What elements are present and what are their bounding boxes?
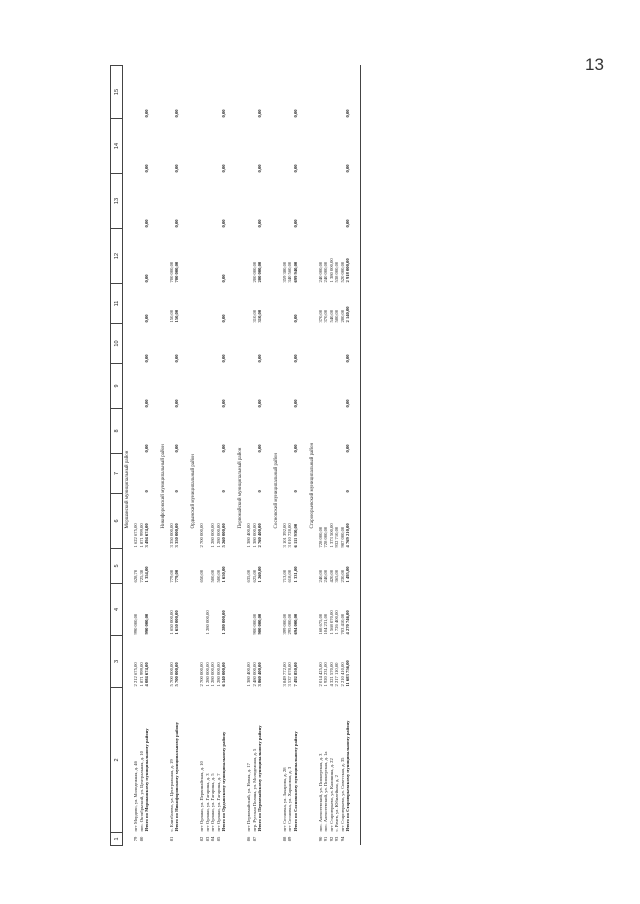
cell-col-3: 3 849 772,00 bbox=[281, 662, 287, 687]
column-header-11: 11 bbox=[111, 284, 123, 324]
cell-col-1: 93 bbox=[334, 836, 340, 842]
cell-col-5: 500,00 bbox=[210, 569, 216, 583]
cell-col-15: 0,00 bbox=[257, 109, 263, 118]
cell-col-8: 0,00 bbox=[221, 444, 227, 453]
section-spacer-cell bbox=[180, 66, 189, 846]
cell-col-2: пгт Орлаки, ул. Гагарина, д. 5 bbox=[210, 773, 216, 832]
column-header-row bbox=[111, 66, 123, 846]
section-spacer bbox=[351, 66, 361, 846]
cell-col-1: 87 bbox=[251, 836, 257, 842]
district-heading-row bbox=[272, 66, 282, 846]
cell-col-11: 0,00 bbox=[221, 314, 227, 323]
cell-col-1: 81 bbox=[168, 836, 174, 842]
cell-col-12: 359 380,00 bbox=[281, 261, 287, 283]
cell-col-11: 310,00 bbox=[251, 309, 257, 323]
cell-col-6: 6 111 930,00 bbox=[292, 523, 298, 548]
cell-col-1: 84 bbox=[210, 836, 216, 842]
cell-col-11: 310,00 bbox=[257, 309, 263, 323]
district-title: Ордынский муниципальный район bbox=[190, 454, 196, 529]
section-spacer-cell bbox=[227, 66, 236, 846]
cell-col-5: 230,00 bbox=[339, 569, 345, 583]
cell-col-2: с. Рачев, ул. Юбилейная, д. 2 bbox=[334, 775, 340, 832]
cell-col-4: 990 000,00 bbox=[144, 613, 150, 635]
cell-col-8: 0,00 bbox=[174, 444, 180, 453]
cell-col-5: 500,00 bbox=[215, 569, 221, 583]
cell-col-6: 2 760 400,00 bbox=[257, 523, 263, 548]
cell-col-6: 3 350 000,00 bbox=[168, 523, 174, 548]
cell-col-3: 7 492 850,00 bbox=[292, 662, 298, 687]
district-heading-spacer bbox=[189, 549, 199, 846]
cell-col-10: 0,00 bbox=[345, 354, 351, 363]
cell-col-1: 91 bbox=[323, 836, 329, 842]
section-spacer-cell bbox=[263, 66, 272, 846]
cell-col-1: 88 bbox=[281, 836, 287, 842]
cell-col-8: 0,00 bbox=[257, 444, 263, 453]
cell-col-4: 399 000,00 bbox=[281, 613, 287, 635]
district-heading-row bbox=[159, 66, 169, 846]
cell-col-10: 0,00 bbox=[174, 354, 180, 363]
cell-col-8: 0,00 bbox=[144, 444, 150, 453]
cell-col-12: 200 000,00 bbox=[257, 261, 263, 283]
section-spacer bbox=[150, 66, 159, 846]
section-spacer-cell bbox=[351, 66, 361, 846]
cell-col-4: 168 675,00 bbox=[317, 613, 323, 635]
cell-col-6: 1 622 675,00 bbox=[133, 523, 138, 548]
cell-col-3: 2 700 000,00 bbox=[198, 662, 204, 687]
cell-col-4: 1 280 000,00 bbox=[221, 610, 227, 635]
cell-col-5: 628,70 bbox=[133, 569, 138, 583]
district-heading-row bbox=[123, 66, 134, 846]
cell-col-14: 0,00 bbox=[292, 164, 298, 173]
cell-col-6: 3 494 674,00 bbox=[144, 523, 150, 548]
cell-col-2: пгт Сосновка, ул. Захарова, д. 28 bbox=[281, 767, 287, 832]
district-heading-row bbox=[308, 66, 318, 846]
cell-col-3: 1 280 000,00 bbox=[204, 662, 210, 687]
cell-col-6: 5 260 000,00 bbox=[221, 523, 227, 548]
section-spacer-cell bbox=[150, 66, 159, 846]
cell-col-12: 520 000,00 bbox=[339, 261, 345, 283]
cell-col-6: 4 769 210,00 bbox=[345, 523, 351, 548]
cell-col-6: 3 350 000,00 bbox=[174, 523, 180, 548]
cell-col-13: 0,00 bbox=[345, 219, 351, 228]
cell-col-3: 2 210 410,00 bbox=[339, 662, 345, 687]
district-title: Сосновский муниципальный район bbox=[273, 452, 279, 529]
cell-col-13: 0,00 bbox=[144, 219, 150, 228]
section-spacer bbox=[299, 66, 308, 846]
cell-col-3: 1 920 231,00 bbox=[323, 662, 329, 687]
cell-col-4: 990 000,00 bbox=[133, 613, 138, 635]
cell-col-3: 4 321 570,00 bbox=[328, 662, 334, 687]
cell-col-7: 0 bbox=[292, 490, 298, 493]
cell-col-9: 0,00 bbox=[144, 399, 150, 408]
cell-col-11: 2 140,00 bbox=[345, 306, 351, 323]
cell-col-1: 89 bbox=[287, 836, 293, 842]
cell-col-12: 240 000,00 bbox=[317, 261, 323, 283]
cell-col-5: 365,00 bbox=[334, 569, 340, 583]
cell-col-1: 94 bbox=[339, 836, 345, 842]
district-heading-spacer bbox=[272, 549, 282, 846]
cell-col-3: 1 380 400,00 bbox=[245, 662, 251, 687]
cell-col-11: 370,00 bbox=[317, 309, 323, 323]
district-heading-row bbox=[189, 66, 199, 846]
district-title: Староюрьевский муниципальный район bbox=[309, 442, 315, 529]
cell-col-3: 4 084 674,00 bbox=[144, 662, 150, 687]
cell-col-12: 240 000,00 bbox=[323, 261, 329, 283]
cell-col-1: 79 bbox=[133, 836, 138, 842]
cell-col-8: 0,00 bbox=[292, 444, 298, 453]
cell-col-14: 0,00 bbox=[257, 164, 263, 173]
cell-col-6: 3 010 728,00 bbox=[287, 523, 293, 548]
district-title: Моршанский муниципальный район bbox=[125, 450, 130, 529]
data-table bbox=[110, 65, 361, 846]
cell-col-5: 625,00 bbox=[251, 569, 257, 583]
cell-col-1: 92 bbox=[328, 836, 334, 842]
cell-col-14: 0,00 bbox=[174, 164, 180, 173]
section-spacer bbox=[180, 66, 189, 846]
cell-col-5: 240,00 bbox=[323, 569, 329, 583]
cell-col-12: 699 940,00 bbox=[292, 261, 298, 283]
cell-col-2: пгт Первомайский, ул. Новая, д. 17 bbox=[245, 763, 251, 832]
cell-col-1: 80 bbox=[138, 836, 144, 842]
cell-col-4: 1 650 000,00 bbox=[174, 610, 180, 635]
cell-col-5: 713,00 bbox=[281, 569, 287, 583]
cell-col-9: 0,00 bbox=[257, 399, 263, 408]
cell-col-6: 987 000,00 bbox=[339, 526, 345, 548]
rotated-table-container bbox=[110, 66, 580, 846]
cell-col-5: 725,30 bbox=[138, 569, 144, 583]
cell-col-10: 0,00 bbox=[292, 354, 298, 363]
cell-col-5: 1 260,00 bbox=[257, 566, 263, 583]
cell-col-15: 0,00 bbox=[221, 109, 227, 118]
cell-col-6: 1 373 500,00 bbox=[328, 523, 334, 548]
cell-col-13: 0,00 bbox=[257, 219, 263, 228]
cell-col-5: 650,00 bbox=[198, 569, 204, 583]
cell-col-3: 5 700 000,00 bbox=[174, 662, 180, 687]
cell-col-5: 618,00 bbox=[287, 569, 293, 583]
cell-col-11: 280,00 bbox=[339, 309, 345, 323]
column-header-15: 15 bbox=[111, 66, 123, 119]
cell-col-2: Итого по Староюрьевскому муниципальному району bbox=[345, 720, 351, 832]
cell-col-6: 728 000,00 bbox=[323, 526, 329, 548]
cell-col-3: 2 480 000,00 bbox=[251, 662, 257, 687]
cell-col-6: 1 380 000,00 bbox=[251, 523, 257, 548]
cell-col-11: 370,00 bbox=[323, 309, 329, 323]
column-header-14: 14 bbox=[111, 119, 123, 174]
section-spacer bbox=[263, 66, 272, 846]
column-header-8: 8 bbox=[111, 409, 123, 454]
column-header-9: 9 bbox=[111, 364, 123, 409]
cell-col-12: 340 560,00 bbox=[287, 261, 293, 283]
cell-col-12: 700 000,00 bbox=[174, 261, 180, 283]
section-spacer-cell bbox=[299, 66, 308, 846]
cell-col-7: 0 bbox=[257, 490, 263, 493]
cell-col-4: 4 270 746,00 bbox=[345, 610, 351, 635]
cell-col-12: 700 000,00 bbox=[168, 261, 174, 283]
cell-col-3: 6 540 000,00 bbox=[221, 662, 227, 687]
cell-col-12: 1 380 000,00 bbox=[328, 258, 334, 283]
cell-col-5: 635,00 bbox=[245, 569, 251, 583]
cell-col-12: 0,00 bbox=[144, 274, 150, 283]
cell-col-12: 2 918 000,00 bbox=[345, 258, 351, 283]
cell-col-7: 0 bbox=[174, 490, 180, 493]
cell-col-14: 0,00 bbox=[345, 164, 351, 173]
cell-col-1: 86 bbox=[245, 836, 251, 842]
cell-col-5: 779,00 bbox=[168, 569, 174, 583]
cell-col-4: 900 000,00 bbox=[257, 613, 263, 635]
cell-col-5: 1 354,00 bbox=[144, 566, 150, 583]
cell-col-2: пгт Сосновка, ул. Харьковая, д. 3 bbox=[287, 766, 293, 832]
cell-col-15: 0,00 bbox=[292, 109, 298, 118]
cell-col-7: 0 bbox=[345, 490, 351, 493]
cell-col-7: 0 bbox=[144, 490, 150, 493]
cell-col-1: 83 bbox=[204, 836, 210, 842]
cell-col-6: 1 280 000,00 bbox=[215, 523, 221, 548]
cell-col-6: 3 101 392,00 bbox=[281, 523, 287, 548]
column-header-1: 1 bbox=[111, 833, 123, 846]
cell-col-2: пос. Алексеевский, ул. Пионерская, д. 3 bbox=[317, 753, 323, 832]
cell-col-2: Итого по Первомайскому муниципальному району bbox=[257, 725, 263, 832]
cell-col-2: пос. Алексеевский, ул. Пионерская, д. 1а bbox=[323, 751, 329, 832]
cell-col-2: пгт Староюрьево, ул. Калинина, д. 22 bbox=[328, 758, 334, 832]
cell-col-1: 85 bbox=[215, 836, 221, 842]
column-header-4: 4 bbox=[111, 584, 123, 636]
cell-col-4: 1 280 000,00 bbox=[204, 610, 210, 635]
column-header-6: 6 bbox=[111, 494, 123, 549]
cell-col-4: 1 726 400,00 bbox=[334, 610, 340, 635]
cell-col-3: 3 860 400,00 bbox=[257, 662, 263, 687]
cell-col-2: пгр. Русская Поляна, ул. Молодежная, д. 5 bbox=[251, 748, 257, 832]
cell-col-9: 0,00 bbox=[345, 399, 351, 408]
cell-col-12: 538 000,00 bbox=[334, 261, 340, 283]
cell-col-6: 932 710,00 bbox=[334, 526, 340, 548]
cell-col-2: с. Елизбазево, ул. Центральная, д. 19 bbox=[168, 759, 174, 832]
cell-col-5: 240,00 bbox=[317, 569, 323, 583]
district-heading-spacer bbox=[159, 549, 169, 846]
cell-col-9: 0,00 bbox=[292, 399, 298, 408]
cell-col-1: 82 bbox=[198, 836, 204, 842]
column-header-7: 7 bbox=[111, 454, 123, 494]
cell-col-13: 0,00 bbox=[221, 219, 227, 228]
cell-col-10: 0,00 bbox=[144, 354, 150, 363]
cell-col-14: 0,00 bbox=[221, 164, 227, 173]
cell-col-3: 11 683 756,00 bbox=[345, 660, 351, 687]
cell-col-2: пгт Орлаки, ул. Гагарина, д. 3 bbox=[204, 773, 210, 832]
cell-col-2: пгт Орлаки, ул. Гагарина, д. 7 bbox=[215, 773, 221, 832]
cell-col-8: 0,00 bbox=[345, 444, 351, 453]
cell-col-9: 0,00 bbox=[174, 399, 180, 408]
cell-col-2: пос. Октябрьский, ул. Центральная, д. 10 bbox=[138, 751, 144, 832]
cell-col-4: 295 000,00 bbox=[287, 613, 293, 635]
cell-col-3: 2 217 110,00 bbox=[334, 662, 340, 687]
cell-col-4: 104 231,00 bbox=[323, 613, 329, 635]
cell-col-1: 90 bbox=[317, 836, 323, 842]
column-header-3: 3 bbox=[111, 636, 123, 688]
cell-col-2: Итого по Ордынскому муниципальному району bbox=[221, 731, 227, 832]
cell-col-15: 0,00 bbox=[174, 109, 180, 118]
cell-col-2: Итого по Никифоровскому муниципальному району bbox=[174, 722, 180, 832]
district-title: Первомайский муниципальный район bbox=[237, 447, 243, 529]
cell-col-2: пгт Мордово, ул. Молодежная, д. 46 bbox=[133, 761, 138, 832]
cell-col-7: 0 bbox=[221, 490, 227, 493]
cell-col-4: 703 410,00 bbox=[339, 613, 345, 635]
cell-col-2: пгт Староюрьево, ул. Советская, д. 35 bbox=[339, 757, 345, 832]
cell-col-2: Итого по Сосновскому муниципальному району bbox=[292, 731, 298, 832]
district-heading-spacer bbox=[123, 549, 134, 846]
column-header-5: 5 bbox=[111, 549, 123, 584]
district-title: Никифоровский муниципальный район bbox=[160, 444, 166, 529]
cell-col-6: 728 000,00 bbox=[317, 526, 323, 548]
cell-col-3: 2 014 425,00 bbox=[317, 662, 323, 687]
cell-col-11: 580,00 bbox=[334, 309, 340, 323]
cell-col-4: 694 000,00 bbox=[292, 613, 298, 635]
district-heading-spacer bbox=[308, 549, 318, 846]
cell-col-11: 0,00 bbox=[144, 314, 150, 323]
cell-col-3: 2 212 675,00 bbox=[133, 662, 138, 687]
cell-col-2: Итого по Моршанскому муниципальному району bbox=[144, 728, 150, 832]
cell-col-5: 1 650,00 bbox=[221, 566, 227, 583]
cell-col-6: 2 700 000,00 bbox=[198, 523, 204, 548]
cell-col-10: 0,00 bbox=[257, 354, 263, 363]
cell-col-5: 1 331,00 bbox=[292, 566, 298, 583]
cell-col-10: 0,00 bbox=[221, 354, 227, 363]
column-header-13: 13 bbox=[111, 174, 123, 229]
column-header-10: 10 bbox=[111, 324, 123, 364]
cell-col-9: 0,00 bbox=[221, 399, 227, 408]
district-heading-row bbox=[236, 66, 246, 846]
cell-col-11: 0,00 bbox=[292, 314, 298, 323]
cell-col-6: 1 871 999,00 bbox=[138, 523, 144, 548]
cell-col-12: 200 000,00 bbox=[251, 261, 257, 283]
cell-col-11: 150,00 bbox=[168, 309, 174, 323]
column-header-2: 2 bbox=[111, 688, 123, 833]
cell-col-2: пгт Орлаки, ул. Первомайская, д. 10 bbox=[198, 761, 204, 832]
cell-col-3: 3 537 078,00 bbox=[287, 662, 293, 687]
cell-col-5: 779,00 bbox=[174, 569, 180, 583]
cell-col-3: 1 280 000,00 bbox=[210, 662, 216, 687]
cell-col-6: 1 380 400,00 bbox=[245, 523, 251, 548]
cell-col-4: 900 000,00 bbox=[251, 613, 257, 635]
cell-col-4: 1 650 000,00 bbox=[168, 610, 174, 635]
cell-col-14: 0,00 bbox=[144, 164, 150, 173]
page-number: 13 bbox=[585, 55, 604, 74]
cell-col-12: 0,00 bbox=[221, 274, 227, 283]
cell-col-11: 150,00 bbox=[174, 309, 180, 323]
cell-col-5: 420,00 bbox=[328, 569, 334, 583]
section-spacer bbox=[227, 66, 236, 846]
cell-col-13: 0,00 bbox=[174, 219, 180, 228]
cell-col-4: 1 568 070,00 bbox=[328, 610, 334, 635]
cell-col-11: 540,00 bbox=[328, 309, 334, 323]
cell-col-6: 1 280 000,00 bbox=[210, 523, 216, 548]
cell-col-15: 0,00 bbox=[345, 109, 351, 118]
column-header-12: 12 bbox=[111, 229, 123, 284]
cell-col-3: 1 871 999,00 bbox=[138, 662, 144, 687]
cell-col-13: 0,00 bbox=[292, 219, 298, 228]
district-heading-spacer bbox=[236, 549, 246, 846]
cell-col-3: 1 280 000,00 bbox=[215, 662, 221, 687]
cell-col-5: 1 495,00 bbox=[345, 566, 351, 583]
cell-col-15: 0,00 bbox=[144, 109, 150, 118]
cell-col-3: 5 700 000,00 bbox=[168, 662, 174, 687]
